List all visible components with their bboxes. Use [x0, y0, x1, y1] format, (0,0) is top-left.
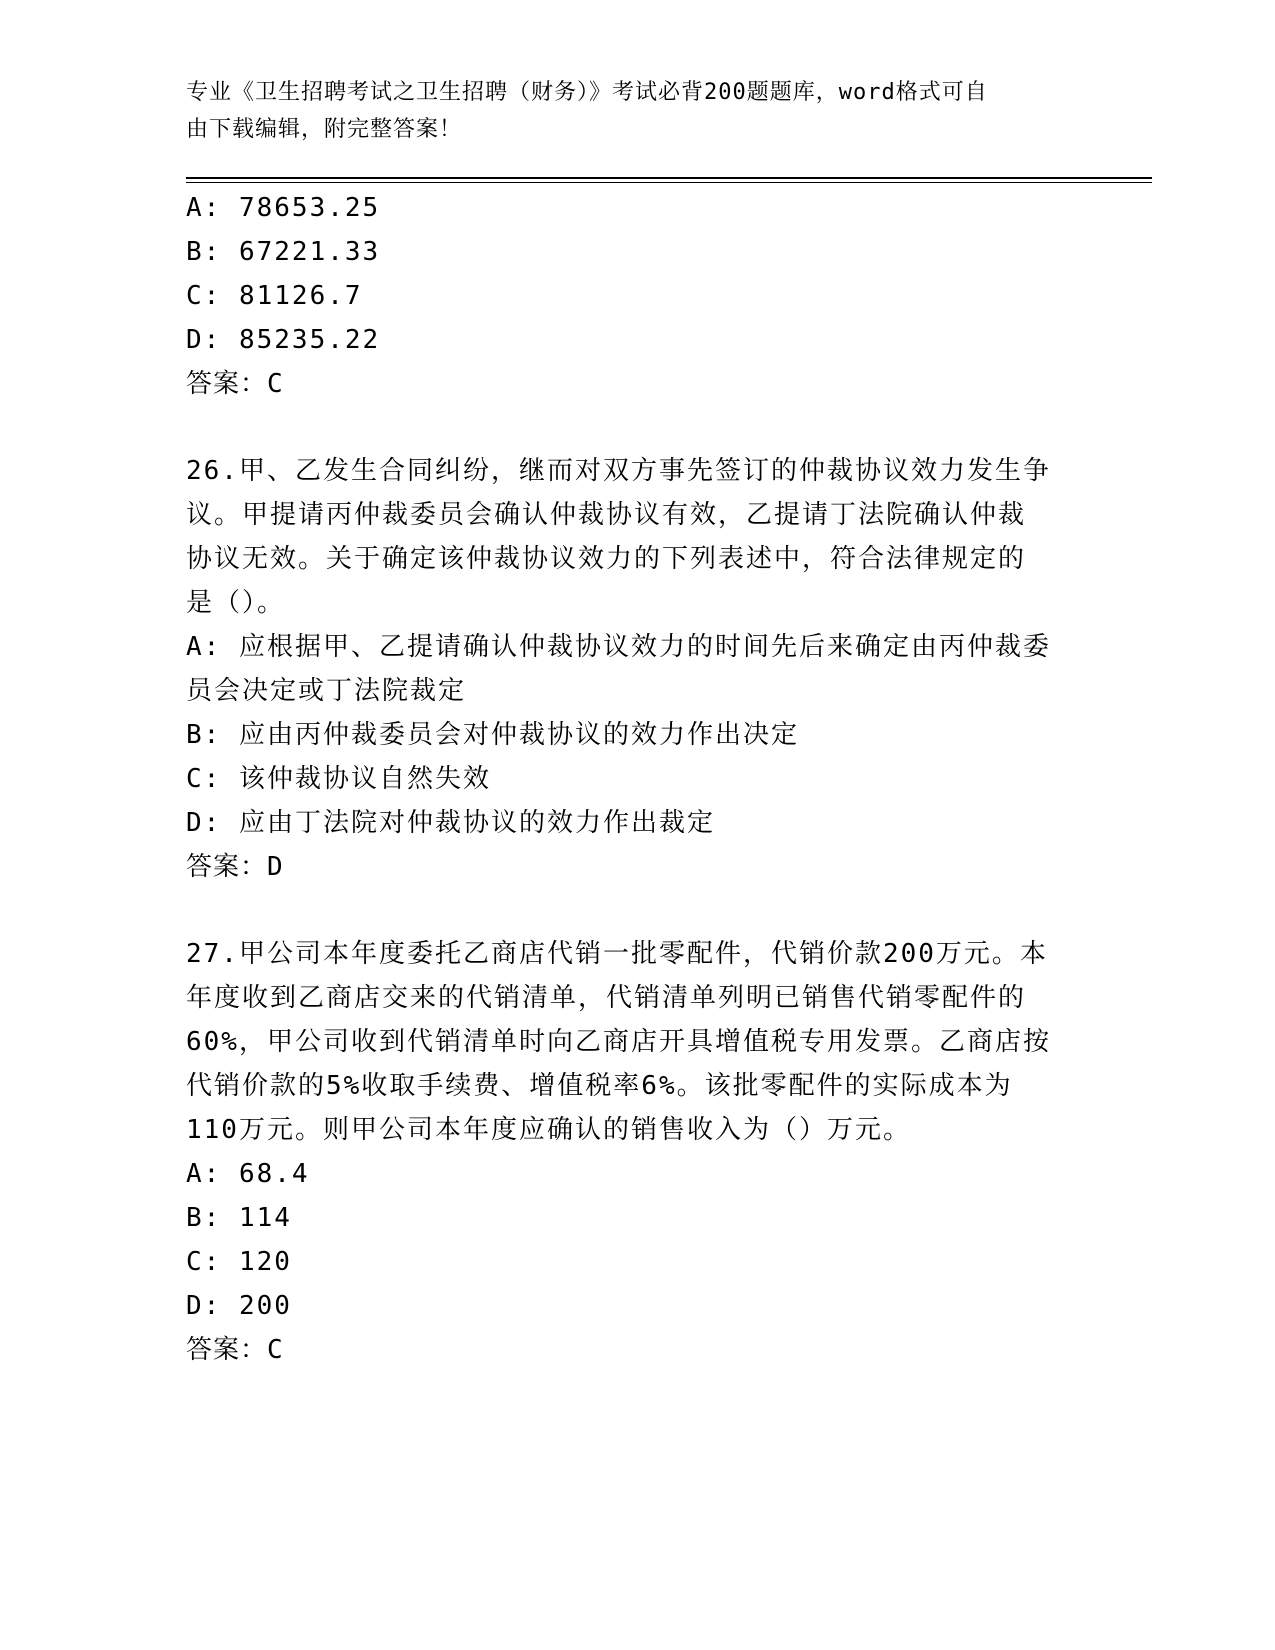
header-rule-thin [186, 182, 1152, 183]
q27-stem-line-1: 27.甲公司本年度委托乙商店代销一批零配件，代销价款200万元。本 [186, 939, 1048, 969]
q26-stem-line-1: 26.甲、乙发生合同纠纷，继而对双方事先签订的仲裁协议效力发生争 [186, 456, 1051, 486]
q27-answer: 答案：C [186, 1335, 284, 1365]
q26-option-c: C: 该仲裁协议自然失效 [186, 764, 491, 794]
q27-option-d: D: 200 [186, 1291, 292, 1321]
header-rule-thick [186, 177, 1152, 179]
document-header [186, 74, 1066, 148]
q26-option-d: D: 应由丁法院对仲裁协议的效力作出裁定 [186, 808, 715, 838]
q26-answer: 答案：D [186, 852, 284, 882]
q27-stem-line-5: 110万元。则甲公司本年度应确认的销售收入为（）万元。 [186, 1115, 911, 1145]
q25-answer: 答案：C [186, 369, 284, 399]
q25-option-d: D: 85235.22 [186, 325, 381, 355]
header-line-1: 专业《卫生招聘考试之卫生招聘（财务）》考试必背200题题库，word格式可自 [186, 80, 988, 105]
q26-option-a-cont: 员会决定或丁法院裁定 [186, 676, 467, 706]
q27-stem-line-4: 代销价款的5%收取手续费、增值税率6%。该批零配件的实际成本为 [186, 1071, 1013, 1101]
q26-option-b: B: 应由丙仲裁委员会对仲裁协议的效力作出决定 [186, 720, 799, 750]
q27-option-a: A: 68.4 [186, 1159, 310, 1189]
q27-option-b: B: 114 [186, 1203, 292, 1233]
q26-option-a: A: 应根据甲、乙提请确认仲裁协议效力的时间先后来确定由丙仲裁委 [186, 632, 1051, 662]
q27-option-c: C: 120 [186, 1247, 292, 1277]
header-line-2: 由下载编辑，附完整答案！ [186, 117, 463, 142]
q26-stem-line-3: 协议无效。关于确定该仲裁协议效力的下列表述中，符合法律规定的 [186, 544, 1027, 574]
q25-option-b: B: 67221.33 [186, 237, 381, 267]
q26-stem-line-2: 议。甲提请丙仲裁委员会确认仲裁协议有效，乙提请丁法院确认仲裁 [186, 500, 1027, 530]
q25-option-c: C: 81126.7 [186, 281, 363, 311]
q27-stem-line-3: 60%，甲公司收到代销清单时向乙商店开具增值税专用发票。乙商店按 [186, 1027, 1051, 1057]
q26-stem-line-4: 是（）。 [186, 588, 286, 618]
q25-option-a: A: 78653.25 [186, 193, 381, 223]
q27-stem-line-2: 年度收到乙商店交来的代销清单，代销清单列明已销售代销零配件的 [186, 983, 1027, 1013]
